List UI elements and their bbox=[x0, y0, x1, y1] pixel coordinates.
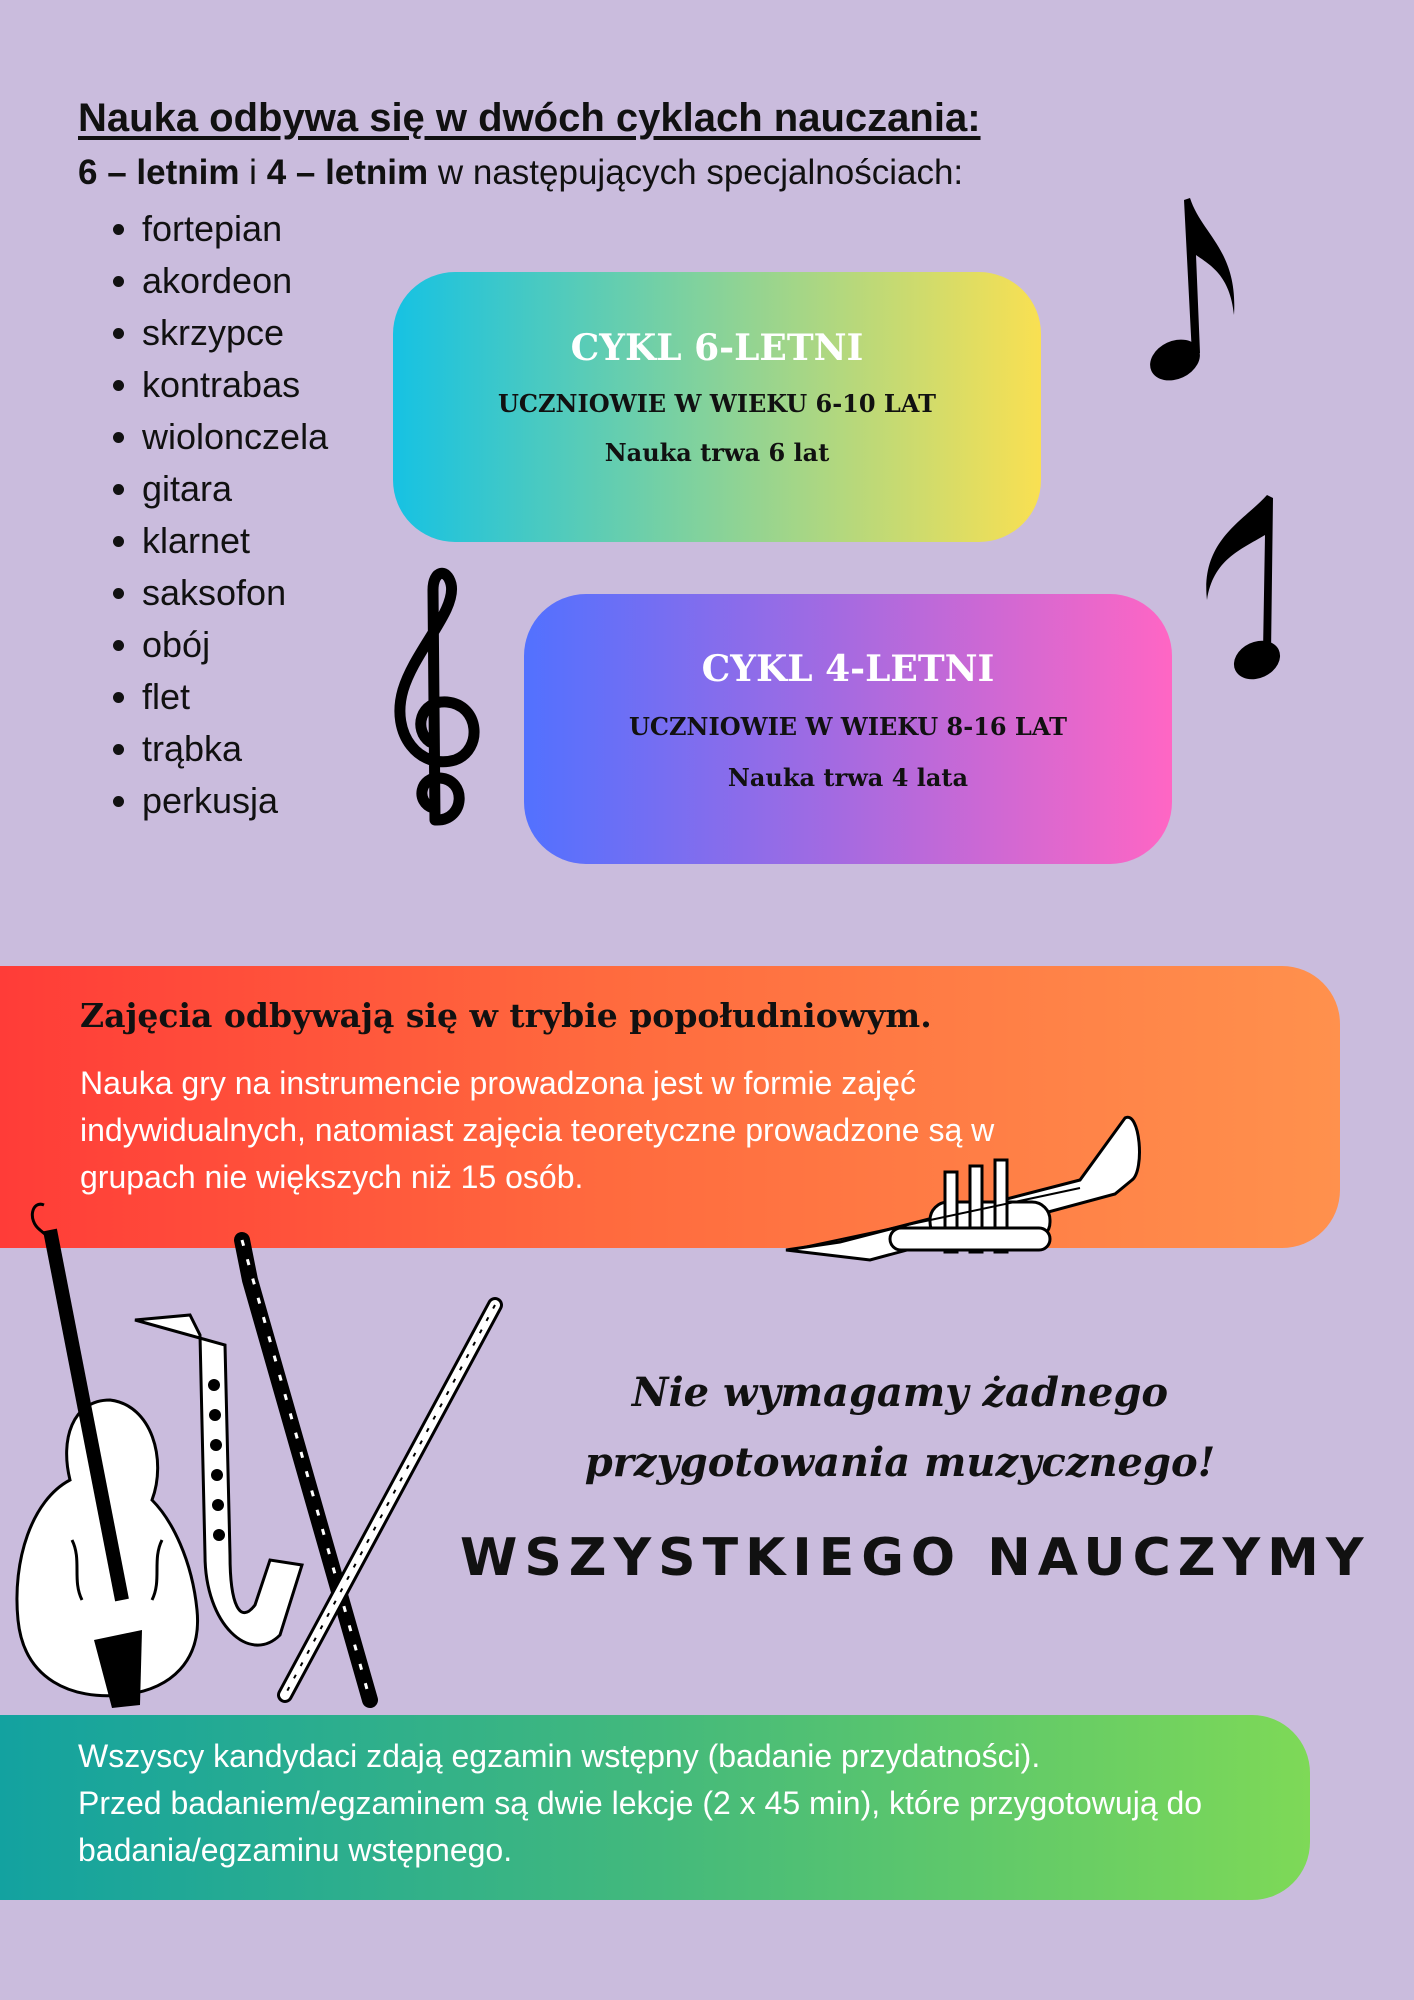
afternoon-title: Zajęcia odbywają się w trybie popołudniowym. bbox=[80, 996, 932, 1035]
cycle-b-label: 4 – letnim bbox=[266, 153, 429, 192]
cycle-4-age: UCZNIOWIE W WIEKU 8-16 LAT bbox=[629, 712, 1067, 741]
exam-text bbox=[78, 1733, 1278, 1874]
motto-line-1: Nie wymagamy żadnego bbox=[631, 1369, 1169, 1416]
list-item: • kontrabas bbox=[142, 359, 328, 411]
list-item: • fortepian bbox=[142, 203, 328, 255]
eighth-note-icon bbox=[1130, 195, 1240, 395]
list-item: • klarnet bbox=[142, 515, 328, 567]
motto bbox=[470, 1358, 1330, 1498]
afternoon-text: Nauka gry na instrumencie prowadzona jest w formie zajęć indywidualnych, natomiast zajęcia teoretyczne prowadzone są w grupach nie większych niż 15 osób. bbox=[80, 1065, 995, 1195]
treble-clef-icon bbox=[385, 570, 490, 845]
teach-everything-heading: WSZYSTKIEGO NAUCZYMY bbox=[460, 1528, 1371, 1588]
list-item: • trąbka bbox=[142, 723, 328, 775]
list-item: • perkusja bbox=[142, 775, 328, 827]
list-item: • flet bbox=[142, 671, 328, 723]
eighth-note-icon bbox=[1195, 490, 1295, 690]
cycle-6-duration: Nauka trwa 6 lat bbox=[604, 438, 830, 467]
intro-conjunction: i bbox=[239, 153, 267, 192]
intro-subtitle bbox=[78, 153, 963, 193]
cycle-6-title: CYKL 6-LETNI bbox=[570, 327, 864, 369]
list-item: • skrzypce bbox=[142, 307, 328, 359]
cycle-4-title: CYKL 4-LETNI bbox=[701, 648, 995, 690]
cycle-4-duration: Nauka trwa 4 lata bbox=[727, 763, 969, 792]
page-title: Nauka odbywa się w dwóch cyklach nauczania: bbox=[78, 96, 981, 140]
exam-line-2: Przed badaniem/egzaminem są dwie lekcje (2 x 45 min), które przygotowują do badania/egzaminu wstępnego. bbox=[78, 1785, 1203, 1868]
motto-line-2: przygotowania muzycznego! bbox=[584, 1439, 1216, 1486]
cycle-4-card bbox=[524, 594, 1172, 864]
cycle-a-label: 6 – letnim bbox=[78, 153, 240, 192]
intro-rest: w następujących specjalnościach: bbox=[428, 153, 964, 192]
list-item: • gitara bbox=[142, 463, 328, 515]
list-item: • saksofon bbox=[142, 567, 328, 619]
cycle-6-age: UCZNIOWIE W WIEKU 6-10 LAT bbox=[498, 389, 936, 418]
list-item: • obój bbox=[142, 619, 328, 671]
instrument-list bbox=[100, 203, 328, 827]
exam-line-1: Wszyscy kandydaci zdają egzamin wstępny (badanie przydatności). bbox=[78, 1738, 1041, 1774]
trumpet-icon bbox=[780, 1110, 1145, 1285]
cycle-6-card bbox=[393, 272, 1041, 542]
list-item: • wiolonczela bbox=[142, 411, 328, 463]
list-item: • akordeon bbox=[142, 255, 328, 307]
